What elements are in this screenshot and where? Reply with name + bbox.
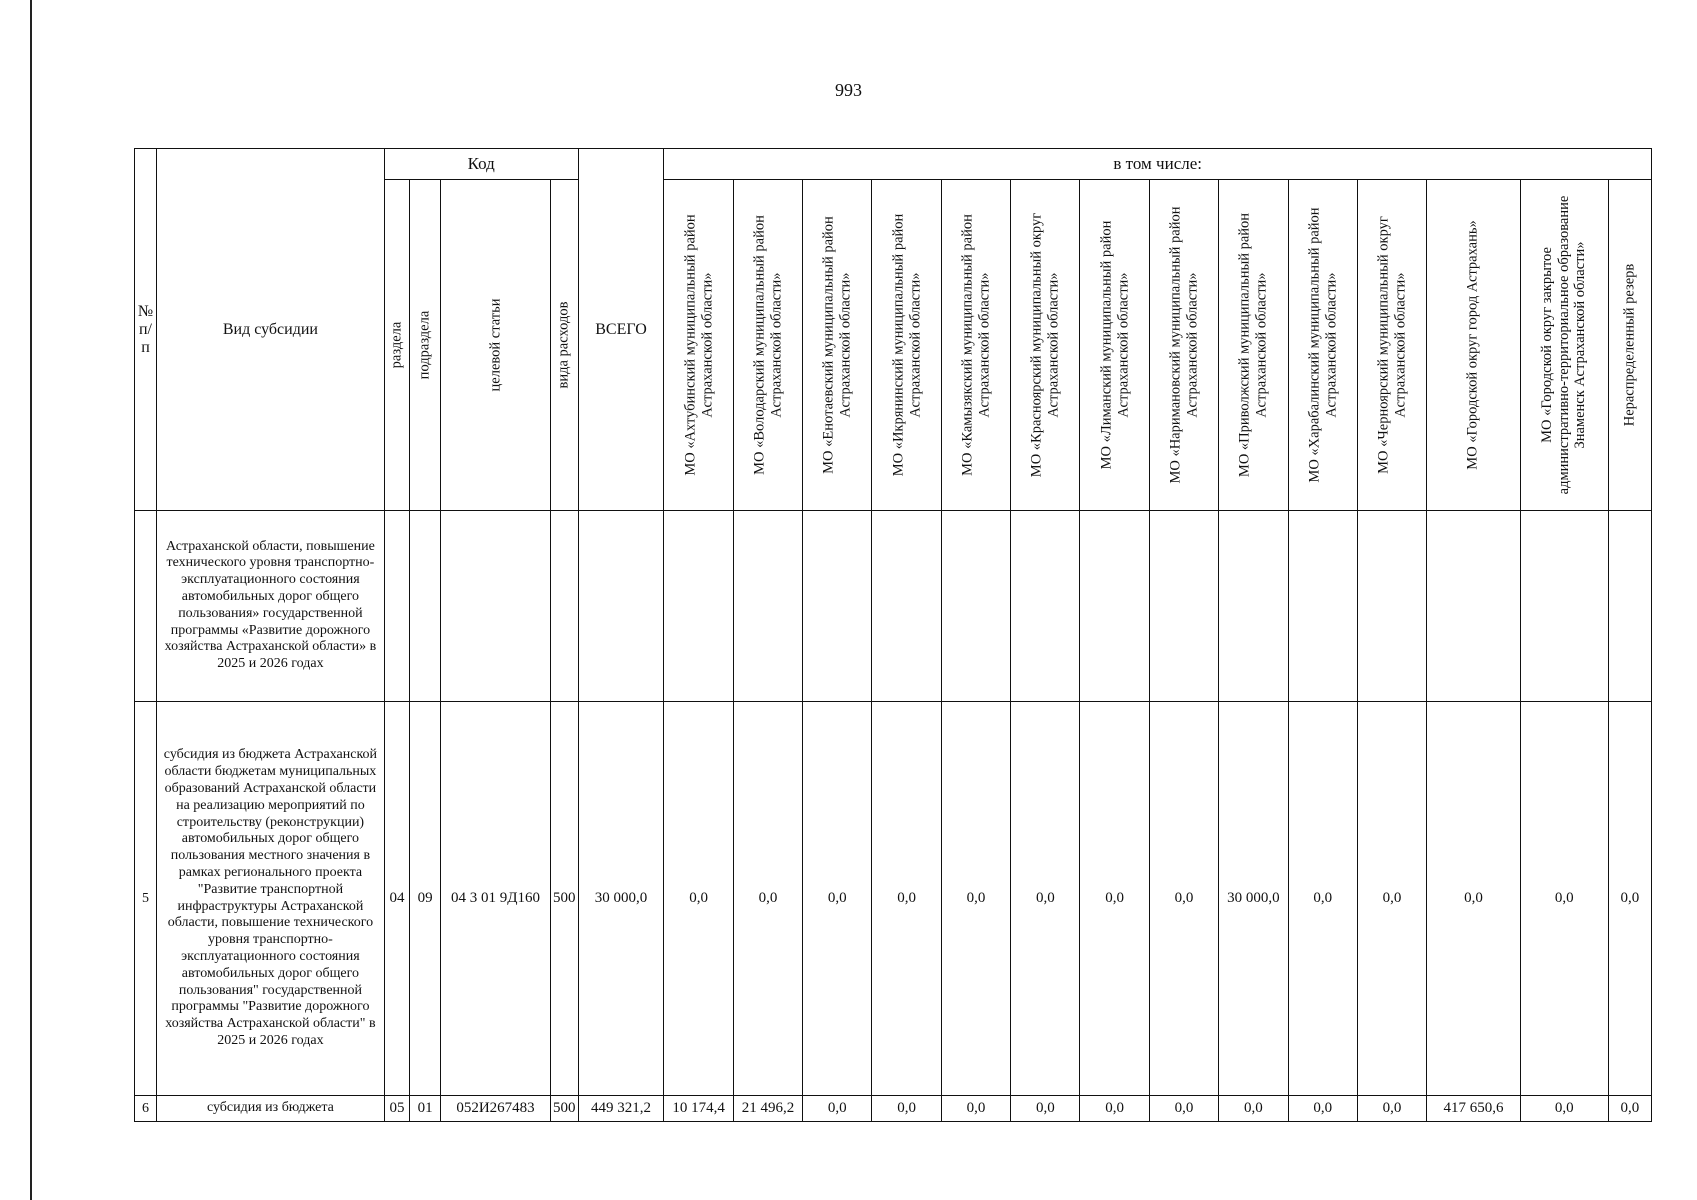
row-value: 10 174,4 xyxy=(664,1096,733,1122)
row-target-article: 04 3 01 9Д160 xyxy=(440,701,550,1096)
header-mo-enotaevsky: МО «Енотаевский муниципальный район Астраханской области» xyxy=(803,180,872,511)
row-value: 0,0 xyxy=(941,701,1010,1096)
row-value xyxy=(1288,511,1357,702)
row-value: 0,0 xyxy=(733,701,802,1096)
row-value xyxy=(1427,511,1521,702)
row-value: 0,0 xyxy=(803,701,872,1096)
header-razdel: раздела xyxy=(384,180,409,511)
row-value: 0,0 xyxy=(1520,1096,1608,1122)
header-including: в том числе: xyxy=(664,149,1652,180)
row-value xyxy=(1011,511,1080,702)
row-value: 0,0 xyxy=(1149,1096,1218,1122)
row-value: 0,0 xyxy=(1608,1096,1651,1122)
header-mo-znamensk: МО «Городской округ закрытое административно-территориальное образование Знаменск Астраханской области» xyxy=(1520,180,1608,511)
header-unallocated-reserve: Нераспределенный резерв xyxy=(1608,180,1651,511)
row-description: Астраханской области, повышение технического уровня транспортно-эксплуатационного состояния автомобильных дорог общего пользования» государственной программы «Развитие дорожного хозяйства Астраханской области» в 2025 и 2026 годах xyxy=(157,511,385,702)
row-value: 0,0 xyxy=(1219,1096,1288,1122)
row-num xyxy=(135,511,157,702)
row-target-article: 052И267483 xyxy=(440,1096,550,1122)
row-value: 0,0 xyxy=(941,1096,1010,1122)
header-subsidy-type: Вид субсидии xyxy=(157,149,385,511)
header-mo-privolzhsky: МО «Приволжский муниципальный район Астраханской области» xyxy=(1219,180,1288,511)
row-description: субсидия из бюджета Астраханской области бюджетам муниципальных образований Астраханской области на реализацию мероприятий по строительству (реконструкции) автомобильных дорог общего пользования местного значения в рамках регионального проекта "Развитие транспортной инфраструктуры Астраханской области, повышение технического уровня транспортно-эксплуатационного состояния автомобильных дорог общего пользования" государственной программы "Развитие дорожного хозяйства Астраханской области" в 2025 и 2026 годах xyxy=(157,701,385,1096)
header-mo-limansky: МО «Лиманский муниципальный район Астраханской области» xyxy=(1080,180,1149,511)
row-description: субсидия из бюджета xyxy=(157,1096,385,1122)
row-value: 0,0 xyxy=(1288,1096,1357,1122)
row-total: 30 000,0 xyxy=(578,701,664,1096)
row-value xyxy=(1219,511,1288,702)
row-value: 0,0 xyxy=(1080,1096,1149,1122)
row-value: 0,0 xyxy=(1011,1096,1080,1122)
row-value xyxy=(872,511,941,702)
row-expense-type xyxy=(551,511,579,702)
table-row xyxy=(135,1096,1652,1122)
row-value: 0,0 xyxy=(1357,1096,1426,1122)
row-value: 0,0 xyxy=(1520,701,1608,1096)
row-num: 5 xyxy=(135,701,157,1096)
row-razdel: 04 xyxy=(384,701,409,1096)
row-value: 417 650,6 xyxy=(1427,1096,1521,1122)
page-margin-line xyxy=(30,0,32,1200)
header-code: Код xyxy=(384,149,578,180)
row-value: 0,0 xyxy=(1288,701,1357,1096)
row-value xyxy=(941,511,1010,702)
row-value: 30 000,0 xyxy=(1219,701,1288,1096)
row-value: 0,0 xyxy=(1149,701,1218,1096)
row-podrazdel: 01 xyxy=(410,1096,441,1122)
row-razdel xyxy=(384,511,409,702)
row-value xyxy=(1520,511,1608,702)
header-mo-kharabalinsky: МО «Харабалинский муниципальный район Астраханской области» xyxy=(1288,180,1357,511)
row-value: 0,0 xyxy=(803,1096,872,1122)
header-total: ВСЕГО xyxy=(578,149,664,511)
row-value: 0,0 xyxy=(1080,701,1149,1096)
row-expense-type: 500 xyxy=(551,701,579,1096)
row-value: 0,0 xyxy=(1011,701,1080,1096)
header-mo-narimanovsky: МО «Наримановский муниципальный район Астраханской области» xyxy=(1149,180,1218,511)
row-razdel: 05 xyxy=(384,1096,409,1122)
row-value xyxy=(733,511,802,702)
table-row xyxy=(135,511,1652,702)
row-value xyxy=(1608,511,1651,702)
header-target-article: целевой статьи xyxy=(440,180,550,511)
row-value: 0,0 xyxy=(1427,701,1521,1096)
row-value xyxy=(803,511,872,702)
row-value: 21 496,2 xyxy=(733,1096,802,1122)
row-value: 0,0 xyxy=(1608,701,1651,1096)
row-expense-type: 500 xyxy=(551,1096,579,1122)
header-mo-volodarsky: МО «Володарский муниципальный район Астраханской области» xyxy=(733,180,802,511)
header-mo-chernoyarsky: МО «Черноярский муниципальный округ Астраханской области» xyxy=(1357,180,1426,511)
header-num: № п/п xyxy=(135,149,157,511)
row-target-article xyxy=(440,511,550,702)
header-mo-akhtubinsky: МО «Ахтубинский муниципальный район Астраханской области» xyxy=(664,180,733,511)
header-mo-astrakhan-city: МО «Городской округ город Астрахань» xyxy=(1427,180,1521,511)
header-expense-type: вида расходов xyxy=(551,180,579,511)
row-value xyxy=(664,511,733,702)
row-total: 449 321,2 xyxy=(578,1096,664,1122)
row-value: 0,0 xyxy=(872,701,941,1096)
row-value: 0,0 xyxy=(872,1096,941,1122)
table-row xyxy=(135,701,1652,1096)
page-number: 993 xyxy=(835,80,862,100)
header-mo-kamyzyaksky: МО «Камызякский муниципальный район Астраханской области» xyxy=(941,180,1010,511)
header-podrazdel: подраздела xyxy=(410,180,441,511)
row-num: 6 xyxy=(135,1096,157,1122)
row-value xyxy=(1149,511,1218,702)
header-mo-krasnoyarsky: МО «Красноярский муниципальный округ Астраханской области» xyxy=(1011,180,1080,511)
subsidy-table xyxy=(134,148,1652,1122)
row-value: 0,0 xyxy=(1357,701,1426,1096)
row-podrazdel xyxy=(410,511,441,702)
row-value: 0,0 xyxy=(664,701,733,1096)
row-total xyxy=(578,511,664,702)
row-value xyxy=(1080,511,1149,702)
row-value xyxy=(1357,511,1426,702)
header-mo-ikryaninsky: МО «Икрянинский муниципальный район Астраханской области» xyxy=(872,180,941,511)
row-podrazdel: 09 xyxy=(410,701,441,1096)
